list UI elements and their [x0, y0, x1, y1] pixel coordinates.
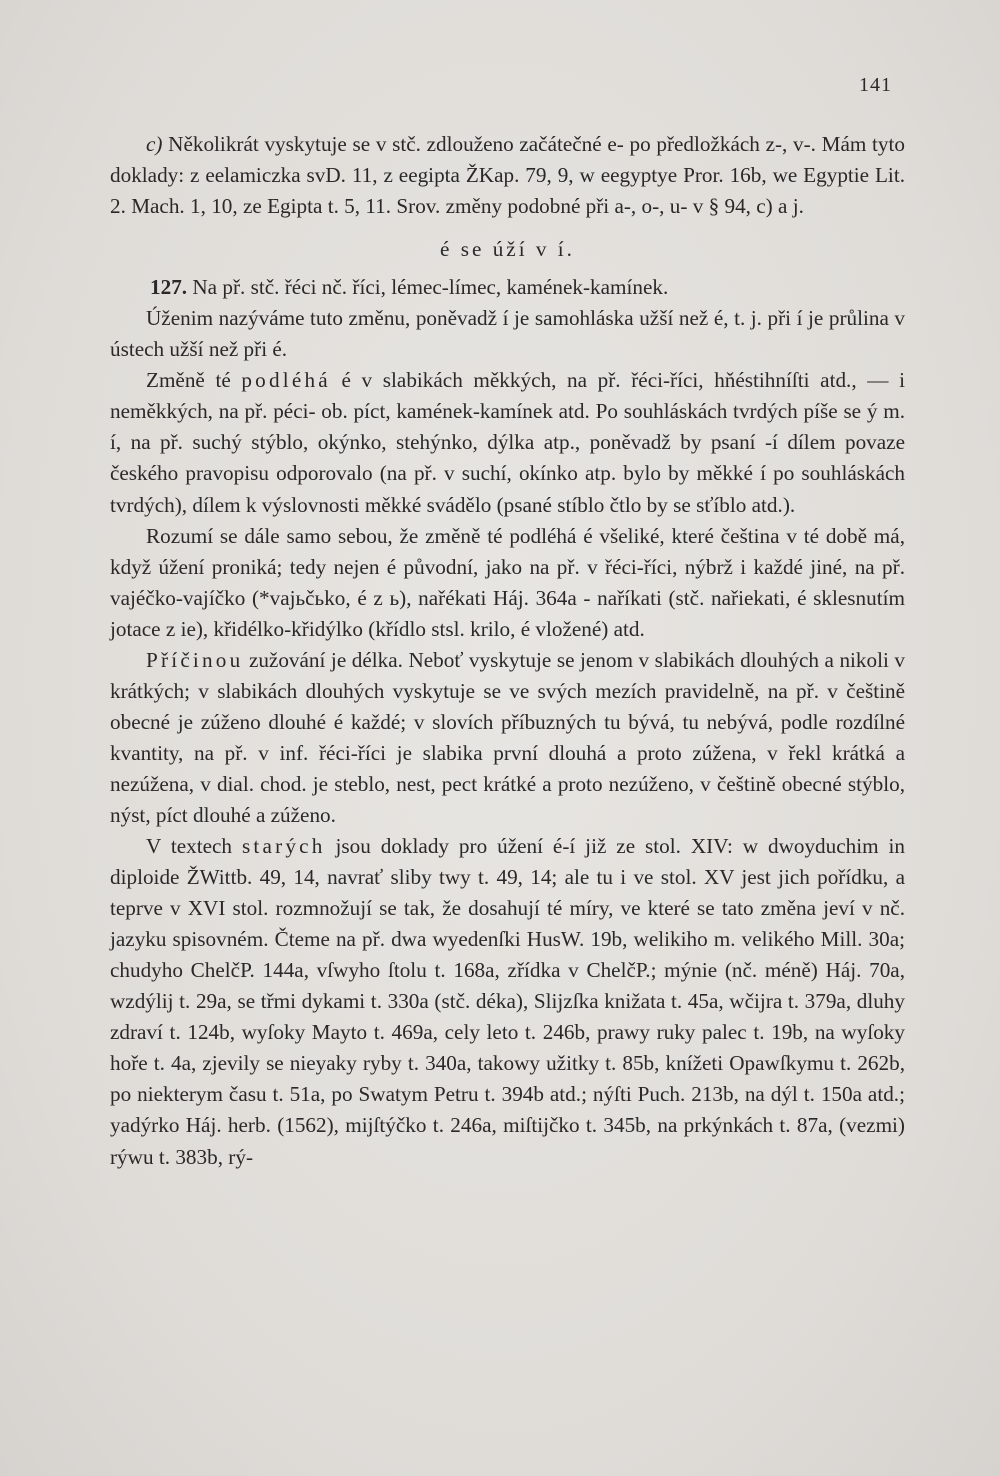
paragraph-rozumi: Rozumí se dále samo sebou, že změně té podléhá é všeliké, které čeština v té době má, když úžení proniká; tedy nejen é původní, jako na př. v řéci-říci, nýbrž i každé jiné, na př. vajéčko-vajíčko (*vajьčьko, é z ь), nařékati Háj. 364a - naříkati (stč. nařiekati, é sklesnutím jotace z ie), křidélko-křidýlko (křídlo stsl. krilo, é vložené) atd.: [110, 523, 905, 641]
paragraph-c: [110, 129, 905, 222]
paragraph-textech: [110, 831, 905, 1173]
paragraph-zmene-spaced: podléhá: [241, 368, 331, 393]
paragraph-pricinou-text: zužování je délka. Neboť vyskytuje se jenom v slabikách dlouhých a nikoli v krátkých; v slabikách dlouhých vyskytuje se ve svých mezích pravidelně, na př. v češtině obecné je zúženo dlouhé é každé; v slovích příbuzných tu bývá, tu nebývá, podle rozdílné kvantity, na př. v inf. řéci-říci je slabika první dlouhá a proto zúžena, v řekl krátká a nezúžena, v dial. chod. je steblo, nest, pect krátké a proto nezúženo, v češtině obecné stýblo, nýst, píct dlouhé a zúženo.: [110, 647, 905, 827]
section-number: 127.: [150, 275, 188, 300]
paragraph-c-lead: c): [146, 132, 163, 156]
paragraph-textech-spaced: starých: [241, 834, 326, 859]
paragraph-textech-text: jsou doklady pro úžení é-í již ze stol. XIV: w dwoyduchim in diploide ŽWittb. 49, 14, navrať sliby twy t. 49, 14; ale tu i ve stol. XV jest jich pořídku, a teprve v XVI stol. rozmnožují se tak, že dosahují té míry, ve které se tato změna jeví v nč. jazyku spisovném. Čteme na př. dwa wyedenſki HusW. 19b, welikiho m. velikého Mill. 30a; chudyho ChelčP. 144a, vſwyho ſtolu t. 168a, zřídka v ChelčP.; mýnie (nč. méně) Háj. 70a, wzdýlij t. 29a, se třmi dykami t. 330a (stč. déka), Slijzſka knižata t. 45a, wčijra t. 379a, dluhy zdraví t. 124b, wyſoky Mayto t. 469a, cely leto t. 246b, prawy ruky palec t. 19b, na wyſoky hoře t. 4a, zjevily se nieyaky ryby t. 340a, takowy užitky t. 85b, knížeti Opawſkymu t. 262b, po niekterym času t. 51a, po Swatym Petru t. 394b atd.; nýſti Puch. 213b, na dýl t. 150a atd.; yadýrko Háj. herb. (1562), mijſtýčko t. 246a, miſtijčko t. 345b, na prkýnkách t. 87a, (vezmi) rýwu t. 383b, rý-: [110, 834, 906, 1169]
paragraph-uzeni: Úženim nazýváme tuto změnu, poněvadž í je samohláska užší než é, t. j. při í je průlina v ústech užší než při é.: [110, 306, 905, 362]
paragraph-pricinou: [110, 645, 905, 831]
section-heading: é se úží v í.: [440, 237, 575, 262]
paragraph-pricinou-spaced: Příčinou: [146, 647, 244, 672]
section-127-text: Na př. stč. řéci nč. říci, lémec-límec, kamének-kamínek.: [192, 275, 669, 300]
paragraph-textech-lead: V textech: [146, 834, 233, 859]
paragraph-zmene-lead: Změně té: [146, 368, 231, 393]
section-127: [110, 272, 905, 303]
page-body: [110, 129, 905, 1173]
page-number: 141: [859, 74, 892, 96]
paragraph-zmene-text: é v slabikách měkkých, na př. řéci-říci, hňéstihníſti atd., — i neměkkých, na př. péci- ob. píct, kamének-kamínek atd. Po souhláskách tvrdých píše se ý m. í, na př. suchý stýblo, okýnko, stehýnko, dýlka atp., poněvadž by psaní -í dílem povaze českého pravopisu odporovalo (na př. v suchí, okínko atp. bylo by měkké í po souhláskách tvrdých), dílem k výslovnosti měkké svádělo (psané stíblo čtlo by se sťíblo atd.).: [110, 368, 905, 517]
paragraph-c-text: Několikrát vyskytuje se v stč. zdlouženo začátečné e- po předložkách z-, v-. Mám tyto doklady: z eelamiczka svD. 11, z eegipta ŽKap. 79, 9, w eegyptye Pror. 16b, we Egyptie Lit. 2. Mach. 1, 10, ze Egipta t. 5, 11. Srov. změny podobné při a-, o-, u- v § 94, c) a j.: [110, 132, 906, 219]
paragraph-zmene: [110, 365, 905, 520]
